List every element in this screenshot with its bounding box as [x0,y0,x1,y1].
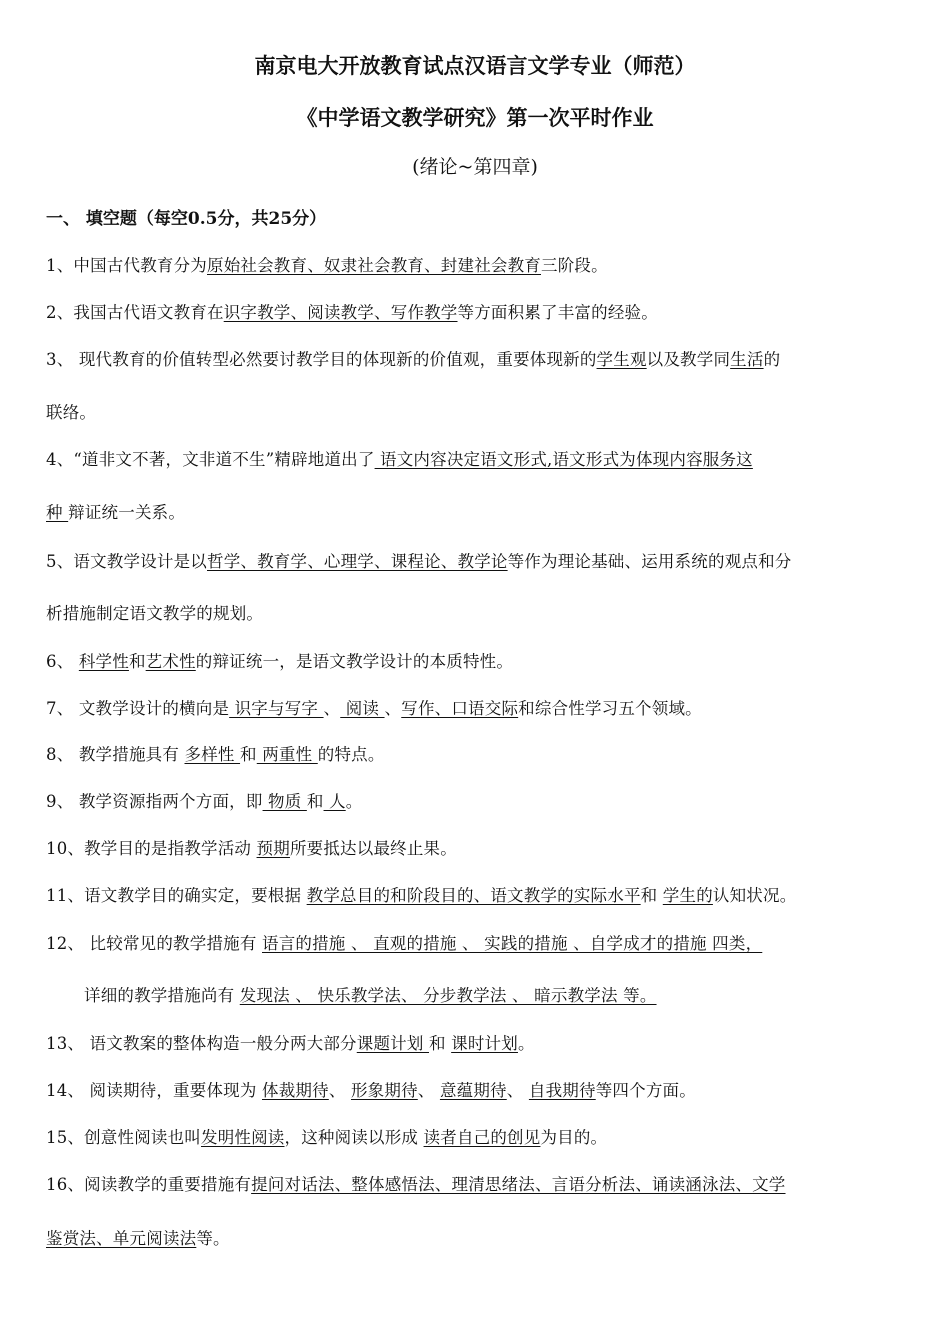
answer-blank: 写作、口语交际 [401,699,519,718]
answer-blank: 发明性阅读 [201,1128,285,1147]
question-14 [46,1077,696,1101]
question-12 [46,930,762,954]
question-text: 15、创意性阅读也叫 [46,1128,201,1147]
answer-blank: 种 [46,503,69,522]
question-8 [46,741,385,765]
question-text: 和 [306,792,324,811]
question-text: 7、 文教学设计的横向是 [46,699,230,718]
question-12-continued [84,982,657,1006]
chapter-range: (绪论~第四章) [412,156,538,178]
question-text: 和 [240,745,257,764]
answer-blank: 多样性 [184,745,241,764]
answer-blank: 提问对话法、整体感悟法、理清思绪法、言语分析法、诵读涵泳法、文学 [251,1175,786,1194]
answer-blank: 发现法 、 快乐教学法、 分步教学法 、 暗示教学法 等。 [239,986,657,1005]
question-13 [46,1030,535,1054]
question-text: 13、 语文教案的整体构造一般分两大部分 [46,1034,357,1053]
question-text: 。 [517,1034,535,1053]
question-5-continued: 析措施制定语文教学的规划。 [46,604,264,623]
answer-blank: 识字教学、阅读教学、写作教学 [223,303,458,322]
question-text: 认知状况。 [712,886,797,905]
answer-blank: 艺术性 [145,652,196,671]
answer-blank: 阅读 [340,699,385,718]
question-text: 10、教学目的是指教学活动 [46,839,257,858]
question-text: 的 [763,350,781,369]
answer-blank: 形象期待 [350,1081,418,1100]
question-text: 等四个方面。 [595,1081,696,1100]
document-title: 南京电大开放教育试点汉语言文学专业（师范） [254,53,696,78]
question-2 [46,299,658,323]
question-15 [46,1124,607,1148]
question-text: 等方面积累了丰富的经验。 [457,303,658,322]
question-text: 1、中国古代教育分为 [46,256,207,275]
question-text: 所要抵达以最终止果。 [289,839,457,858]
question-text: 以及教学同 [646,350,731,369]
question-11 [46,882,796,906]
question-4 [46,446,753,470]
question-text: 、 [323,699,341,718]
question-text: 14、 阅读期待，重要体现为 [46,1081,262,1100]
question-text: 16、阅读教学的重要措施有 [46,1175,252,1194]
question-text: 、 [328,1081,351,1100]
question-text: 9、 教学资源指两个方面，即 [46,792,263,811]
question-text: 等。 [196,1229,230,1248]
answer-blank: 鉴赏法、单元阅读法 [46,1229,197,1248]
question-text: 6、 [46,652,79,671]
question-text: 、 [417,1081,440,1100]
question-text: 和 [128,652,146,671]
question-16-continued [46,1225,230,1249]
answer-blank: 教学总目的和阶段目的、语文教学的实际水平 [306,886,641,905]
assignment-title: 《中学语文教学研究》第一次平时作业 [296,105,654,130]
answer-blank: 哲学、教育学、心理学、课程论、教学论 [207,552,508,571]
question-text: 、 [384,699,402,718]
question-3 [46,346,780,370]
question-3-continued: 联络。 [46,403,97,422]
question-6 [46,648,513,672]
answer-blank: 预期 [256,839,290,858]
question-9 [46,788,362,812]
answer-blank: 课时计划 [451,1034,518,1053]
answer-blank: 识字与写字 [229,699,324,718]
answer-blank: 科学性 [78,652,129,671]
answer-blank: 学生观 [596,350,647,369]
answer-blank: 学生的 [662,886,713,905]
question-text: 详细的教学措施尚有 [84,986,240,1005]
question-text: 12、 比较常见的教学措施有 [46,934,262,953]
question-text: 的辩证统一，是语文教学设计的本质特性。 [195,652,514,671]
answer-blank: 课题计划 [356,1034,429,1053]
question-text: 3、 现代教育的价值转型必然要讨教学目的体现新的价值观，重要体现新的 [46,350,597,369]
answer-blank: 自我期待 [528,1081,596,1100]
question-5 [46,548,792,572]
question-text: 等作为理论基础、运用系统的观点和分 [507,552,792,571]
answer-blank: 人 [323,792,346,811]
answer-blank: 意蕴期待 [439,1081,507,1100]
question-10 [46,835,457,859]
question-text: 为目的。 [540,1128,608,1147]
question-text: 5、语文教学设计是以 [46,552,207,571]
question-text: 8、 教学措施具有 [46,745,185,764]
question-text: 和 [429,1034,452,1053]
answer-blank: 原始社会教育、奴隶社会教育、封建社会教育 [207,256,541,275]
question-text: 和综合性学习五个领域。 [518,699,702,718]
question-text: 。 [345,792,363,811]
question-text: 三阶段。 [541,256,608,275]
question-text: ，这种阅读以形成 [284,1128,424,1147]
answer-blank: 读者自己的创见 [423,1128,541,1147]
answer-blank: 体裁期待 [262,1081,329,1100]
section-heading: 一、 填空题（每空0.5分，共25分） [46,209,327,229]
answer-blank: 生活 [730,350,764,369]
question-text: 11、语文教学目的确实定，要根据 [46,886,307,905]
answer-blank: 物质 [262,792,307,811]
question-text: 和 [640,886,663,905]
answer-blank: 语言的措施 、 直观的措施 、 实践的措施 、自学成才的措施 四类， [262,934,763,953]
question-16 [46,1171,786,1195]
question-7 [46,695,702,719]
question-text: 辩证统一关系。 [68,503,186,522]
answer-blank: 语文内容决定语文形式,语文形式为体现内容服务这 [374,450,753,469]
question-text: 2、我国古代语文教育在 [46,303,224,322]
question-text: 4、“道非文不著，文非道不生”精辟地道出了 [46,450,375,469]
question-text: 的特点。 [317,745,385,764]
answer-blank: 两重性 [256,745,318,764]
question-text: 、 [506,1081,529,1100]
question-4-continued [46,499,185,523]
question-1 [46,252,608,276]
